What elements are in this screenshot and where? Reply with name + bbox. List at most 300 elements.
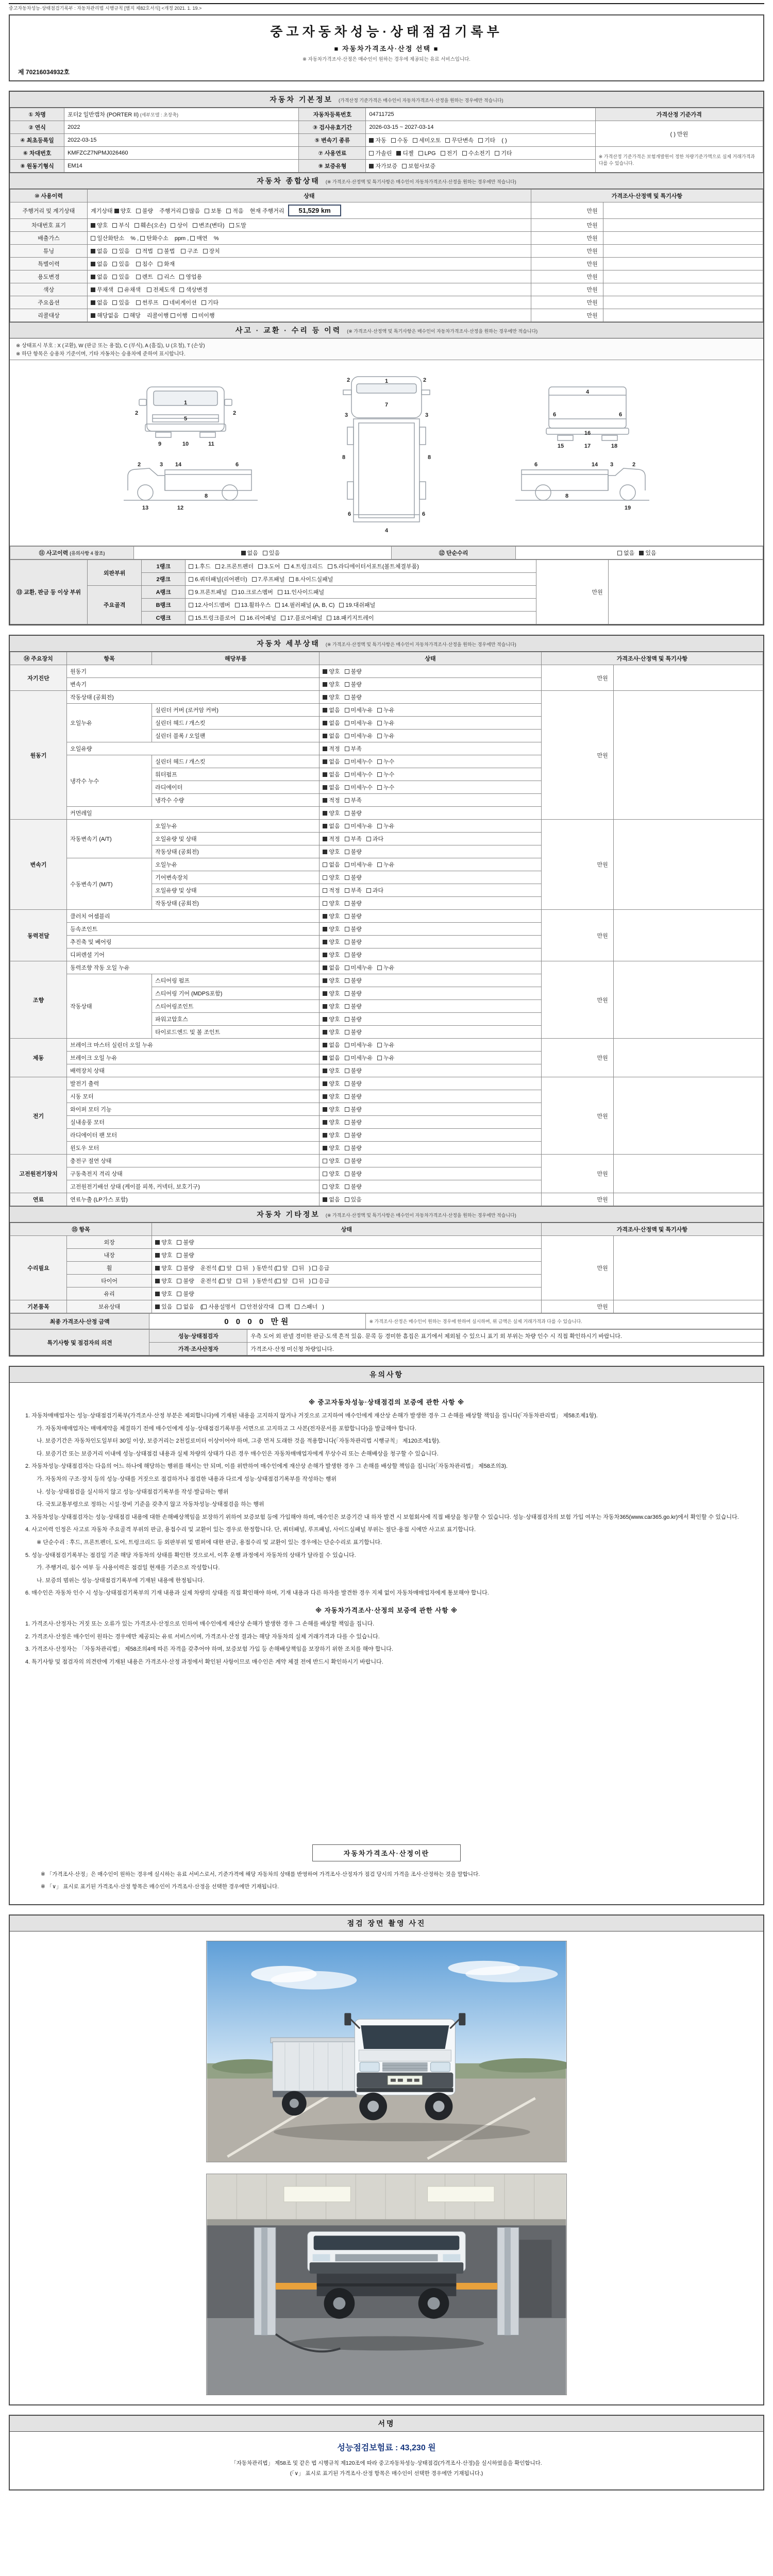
- checkbox[interactable]: [323, 1004, 327, 1009]
- checkbox[interactable]: [345, 747, 349, 751]
- checkbox-option[interactable]: [91, 247, 108, 255]
- checkbox[interactable]: [323, 1146, 327, 1150]
- checkbox[interactable]: [323, 721, 327, 725]
- checkbox-option[interactable]: [112, 273, 129, 281]
- checkbox[interactable]: [323, 708, 327, 713]
- checkbox-option[interactable]: [345, 1028, 362, 1036]
- checkbox[interactable]: [323, 1094, 327, 1099]
- checkbox[interactable]: [345, 927, 349, 931]
- checkbox[interactable]: [328, 564, 332, 569]
- checkbox-option[interactable]: [177, 1251, 194, 1259]
- checkbox[interactable]: [345, 888, 349, 893]
- checkbox-option[interactable]: [181, 247, 198, 255]
- checkbox[interactable]: [91, 300, 95, 305]
- checkbox-option[interactable]: [241, 549, 258, 557]
- checkbox-option[interactable]: [201, 298, 219, 307]
- checkbox[interactable]: [275, 603, 280, 607]
- checkbox[interactable]: [263, 551, 267, 555]
- checkbox[interactable]: [345, 1172, 349, 1176]
- checkbox[interactable]: [136, 209, 141, 213]
- checkbox[interactable]: [323, 747, 327, 751]
- checkbox[interactable]: [323, 850, 327, 854]
- checkbox[interactable]: [118, 287, 123, 292]
- checkbox[interactable]: [441, 151, 445, 156]
- checkbox[interactable]: [136, 262, 141, 266]
- checkbox[interactable]: [345, 978, 349, 983]
- checkbox-option[interactable]: [345, 925, 362, 933]
- checkbox-option[interactable]: [345, 860, 373, 869]
- checkbox[interactable]: [237, 1279, 241, 1283]
- checkbox[interactable]: [171, 313, 175, 318]
- checkbox[interactable]: [323, 734, 327, 738]
- checkbox-option[interactable]: [205, 207, 222, 215]
- checkbox[interactable]: [377, 759, 382, 764]
- checkbox[interactable]: [190, 236, 195, 241]
- checkbox-option[interactable]: [323, 822, 340, 830]
- checkbox-option[interactable]: [289, 575, 333, 583]
- checkbox-option[interactable]: [158, 273, 175, 281]
- checkbox-option[interactable]: [136, 247, 153, 255]
- checkbox-option[interactable]: [345, 1131, 362, 1139]
- checkbox[interactable]: [391, 138, 396, 143]
- checkbox-option[interactable]: [189, 575, 247, 583]
- checkbox-option[interactable]: [377, 706, 394, 714]
- checkbox-option[interactable]: [323, 1182, 340, 1191]
- checkbox-option[interactable]: [345, 1170, 362, 1178]
- checkbox[interactable]: [177, 1279, 181, 1283]
- checkbox[interactable]: [366, 888, 371, 893]
- checkbox[interactable]: [345, 1017, 349, 1022]
- checkbox-option[interactable]: [323, 848, 340, 856]
- checkbox[interactable]: [323, 1081, 327, 1086]
- checkbox[interactable]: [140, 236, 145, 241]
- checkbox-option[interactable]: [345, 1054, 373, 1062]
- checkbox-option[interactable]: [232, 588, 273, 596]
- checkbox[interactable]: [396, 151, 401, 156]
- checkbox-option[interactable]: [377, 770, 394, 778]
- checkbox-option[interactable]: [323, 873, 340, 882]
- checkbox[interactable]: [136, 275, 141, 279]
- checkbox-option[interactable]: [323, 989, 340, 997]
- checkbox-option[interactable]: [323, 951, 340, 959]
- checkbox-option[interactable]: [441, 149, 458, 157]
- checkbox-option[interactable]: [220, 1264, 232, 1272]
- checkbox-option[interactable]: [345, 706, 373, 714]
- checkbox-option[interactable]: [345, 693, 362, 701]
- checkbox[interactable]: [323, 1107, 327, 1112]
- checkbox[interactable]: [369, 151, 374, 156]
- checkbox-option[interactable]: [345, 912, 362, 920]
- checkbox-option[interactable]: [369, 136, 386, 144]
- checkbox[interactable]: [91, 287, 95, 292]
- checkbox[interactable]: [91, 275, 95, 279]
- checkbox-option[interactable]: [396, 149, 413, 157]
- checkbox[interactable]: [158, 275, 162, 279]
- checkbox-option[interactable]: [323, 835, 340, 843]
- checkbox[interactable]: [345, 708, 349, 713]
- checkbox-option[interactable]: [293, 1277, 305, 1285]
- checkbox-option[interactable]: [462, 149, 491, 157]
- checkbox-option[interactable]: [91, 221, 108, 229]
- checkbox[interactable]: [478, 138, 483, 143]
- checkbox[interactable]: [345, 759, 349, 764]
- checkbox[interactable]: [226, 209, 231, 213]
- checkbox-option[interactable]: [323, 1105, 340, 1113]
- checkbox[interactable]: [155, 1240, 160, 1245]
- checkbox[interactable]: [91, 236, 95, 241]
- checkbox[interactable]: [252, 577, 257, 582]
- checkbox[interactable]: [345, 875, 349, 880]
- checkbox[interactable]: [345, 1030, 349, 1035]
- checkbox[interactable]: [345, 953, 349, 957]
- checkbox[interactable]: [345, 914, 349, 919]
- checkbox-option[interactable]: [345, 976, 362, 985]
- checkbox-option[interactable]: [366, 835, 383, 843]
- checkbox[interactable]: [276, 1266, 281, 1270]
- checkbox-option[interactable]: [328, 562, 419, 570]
- checkbox[interactable]: [323, 1043, 327, 1047]
- checkbox-option[interactable]: [136, 260, 153, 268]
- checkbox[interactable]: [445, 138, 450, 143]
- checkbox[interactable]: [345, 1184, 349, 1189]
- checkbox-option[interactable]: [189, 614, 236, 622]
- checkbox-option[interactable]: [345, 744, 362, 753]
- checkbox[interactable]: [203, 249, 208, 253]
- checkbox[interactable]: [177, 1304, 181, 1309]
- checkbox[interactable]: [183, 209, 188, 213]
- checkbox[interactable]: [91, 223, 95, 228]
- checkbox[interactable]: [345, 1043, 349, 1047]
- checkbox-option[interactable]: [323, 912, 340, 920]
- checkbox-option[interactable]: [345, 680, 362, 688]
- checkbox-option[interactable]: [345, 1002, 362, 1010]
- checkbox[interactable]: [345, 1069, 349, 1073]
- checkbox[interactable]: [377, 734, 382, 738]
- checkbox-option[interactable]: [495, 149, 512, 157]
- checkbox[interactable]: [323, 940, 327, 944]
- checkbox-option[interactable]: [240, 614, 276, 622]
- checkbox[interactable]: [281, 616, 285, 620]
- checkbox[interactable]: [192, 313, 197, 318]
- checkbox-option[interactable]: [323, 706, 340, 714]
- checkbox[interactable]: [323, 1030, 327, 1035]
- checkbox[interactable]: [323, 772, 327, 777]
- checkbox-option[interactable]: [345, 770, 373, 778]
- checkbox[interactable]: [237, 1266, 241, 1270]
- checkbox[interactable]: [136, 249, 141, 253]
- checkbox[interactable]: [377, 1043, 382, 1047]
- checkbox[interactable]: [323, 875, 327, 880]
- checkbox-option[interactable]: [112, 221, 129, 229]
- checkbox-option[interactable]: [323, 693, 340, 701]
- checkbox-option[interactable]: [369, 149, 392, 157]
- checkbox[interactable]: [241, 1304, 245, 1309]
- checkbox[interactable]: [323, 759, 327, 764]
- checkbox[interactable]: [345, 1197, 349, 1202]
- checkbox[interactable]: [181, 249, 186, 253]
- checkbox[interactable]: [345, 850, 349, 854]
- checkbox-option[interactable]: [312, 1264, 329, 1272]
- checkbox[interactable]: [413, 138, 417, 143]
- checkbox[interactable]: [323, 953, 327, 957]
- checkbox-option[interactable]: [323, 1144, 340, 1152]
- checkbox-option[interactable]: [345, 886, 362, 894]
- checkbox-option[interactable]: [229, 221, 246, 229]
- checkbox[interactable]: [177, 1253, 181, 1258]
- checkbox-option[interactable]: [155, 1264, 172, 1272]
- checkbox[interactable]: [369, 138, 374, 143]
- checkbox-option[interactable]: [91, 260, 108, 268]
- checkbox[interactable]: [201, 300, 206, 305]
- checkbox[interactable]: [147, 287, 152, 292]
- checkbox-option[interactable]: [135, 221, 166, 229]
- checkbox-option[interactable]: [183, 207, 200, 215]
- checkbox[interactable]: [323, 1172, 327, 1176]
- checkbox[interactable]: [112, 223, 117, 228]
- checkbox[interactable]: [136, 300, 141, 305]
- checkbox-option[interactable]: [112, 260, 129, 268]
- checkbox-option[interactable]: [323, 1118, 340, 1126]
- checkbox-option[interactable]: [345, 822, 373, 830]
- checkbox-option[interactable]: [323, 719, 340, 727]
- checkbox[interactable]: [179, 275, 184, 279]
- checkbox[interactable]: [323, 901, 327, 906]
- checkbox-option[interactable]: [293, 1264, 305, 1272]
- checkbox-option[interactable]: [323, 1015, 340, 1023]
- checkbox[interactable]: [323, 927, 327, 931]
- checkbox[interactable]: [215, 564, 220, 569]
- checkbox[interactable]: [345, 785, 349, 790]
- checkbox-option[interactable]: [190, 234, 207, 242]
- checkbox-option[interactable]: [158, 247, 175, 255]
- checkbox[interactable]: [189, 603, 193, 607]
- checkbox-option[interactable]: [617, 549, 634, 557]
- checkbox-option[interactable]: [345, 1182, 362, 1191]
- checkbox-option[interactable]: [345, 719, 373, 727]
- checkbox[interactable]: [323, 1056, 327, 1060]
- checkbox[interactable]: [202, 1304, 207, 1309]
- checkbox-option[interactable]: [155, 1238, 172, 1246]
- checkbox[interactable]: [323, 798, 327, 803]
- checkbox-option[interactable]: [377, 1054, 394, 1062]
- checkbox-option[interactable]: [345, 1144, 362, 1152]
- checkbox[interactable]: [155, 1292, 160, 1296]
- checkbox-option[interactable]: [345, 796, 362, 804]
- checkbox-option[interactable]: [377, 1041, 394, 1049]
- checkbox-option[interactable]: [189, 562, 210, 570]
- checkbox[interactable]: [345, 772, 349, 777]
- checkbox[interactable]: [323, 914, 327, 919]
- checkbox-option[interactable]: [323, 976, 340, 985]
- checkbox[interactable]: [276, 1279, 281, 1283]
- checkbox[interactable]: [91, 249, 95, 253]
- checkbox-option[interactable]: [323, 886, 340, 894]
- checkbox[interactable]: [135, 223, 139, 228]
- checkbox-option[interactable]: [279, 1302, 291, 1311]
- checkbox[interactable]: [345, 1133, 349, 1138]
- checkbox[interactable]: [377, 824, 382, 828]
- checkbox-option[interactable]: [276, 1277, 288, 1285]
- checkbox[interactable]: [323, 862, 327, 867]
- checkbox-option[interactable]: [445, 136, 474, 144]
- checkbox-option[interactable]: [366, 886, 383, 894]
- checkbox-option[interactable]: [118, 285, 141, 294]
- checkbox-option[interactable]: [215, 562, 254, 570]
- checkbox[interactable]: [495, 151, 499, 156]
- checkbox[interactable]: [345, 1004, 349, 1009]
- checkbox[interactable]: [189, 616, 193, 620]
- checkbox[interactable]: [345, 695, 349, 700]
- checkbox[interactable]: [462, 151, 467, 156]
- checkbox-option[interactable]: [237, 1264, 248, 1272]
- checkbox[interactable]: [339, 603, 344, 607]
- checkbox[interactable]: [323, 1184, 327, 1189]
- checkbox[interactable]: [171, 223, 175, 228]
- checkbox[interactable]: [377, 708, 382, 713]
- checkbox-option[interactable]: [323, 1066, 340, 1075]
- checkbox-option[interactable]: [323, 809, 340, 817]
- checkbox-option[interactable]: [91, 234, 124, 242]
- checkbox-option[interactable]: [323, 925, 340, 933]
- checkbox-option[interactable]: [171, 311, 188, 319]
- checkbox[interactable]: [377, 965, 382, 970]
- checkbox[interactable]: [112, 249, 117, 253]
- checkbox-option[interactable]: [179, 273, 202, 281]
- checkbox-option[interactable]: [323, 1157, 340, 1165]
- checkbox-option[interactable]: [323, 796, 340, 804]
- checkbox[interactable]: [155, 1279, 160, 1283]
- checkbox-option[interactable]: [179, 285, 208, 294]
- checkbox-option[interactable]: [339, 601, 375, 609]
- checkbox-option[interactable]: [345, 963, 373, 972]
- checkbox[interactable]: [369, 164, 374, 168]
- checkbox[interactable]: [323, 824, 327, 828]
- checkbox[interactable]: [323, 1069, 327, 1073]
- checkbox-option[interactable]: [418, 150, 436, 157]
- checkbox-option[interactable]: [263, 549, 280, 557]
- checkbox-option[interactable]: [177, 1277, 194, 1285]
- checkbox-option[interactable]: [91, 311, 119, 319]
- checkbox-option[interactable]: [202, 1302, 236, 1311]
- checkbox[interactable]: [258, 564, 263, 569]
- checkbox-option[interactable]: [177, 1302, 194, 1311]
- checkbox-option[interactable]: [177, 1264, 194, 1272]
- checkbox-option[interactable]: [158, 260, 175, 268]
- checkbox[interactable]: [220, 1279, 225, 1283]
- checkbox-option[interactable]: [91, 273, 108, 281]
- checkbox-option[interactable]: [323, 1041, 340, 1049]
- checkbox[interactable]: [345, 1056, 349, 1060]
- checkbox-option[interactable]: [241, 1302, 274, 1311]
- checkbox-option[interactable]: [323, 770, 340, 778]
- checkbox-option[interactable]: [377, 822, 394, 830]
- checkbox-option[interactable]: [377, 783, 394, 791]
- checkbox-option[interactable]: [345, 757, 373, 766]
- checkbox[interactable]: [377, 772, 382, 777]
- checkbox-option[interactable]: [155, 1277, 172, 1285]
- checkbox[interactable]: [189, 564, 193, 569]
- checkbox[interactable]: [279, 1304, 283, 1309]
- checkbox-option[interactable]: [377, 860, 394, 869]
- checkbox[interactable]: [323, 695, 327, 700]
- checkbox[interactable]: [323, 888, 327, 893]
- checkbox-option[interactable]: [295, 1302, 317, 1311]
- checkbox-option[interactable]: [171, 221, 188, 229]
- checkbox[interactable]: [345, 901, 349, 906]
- checkbox[interactable]: [345, 1107, 349, 1112]
- checkbox[interactable]: [345, 811, 349, 816]
- checkbox[interactable]: [189, 590, 193, 595]
- checkbox-option[interactable]: [114, 207, 131, 215]
- checkbox[interactable]: [345, 940, 349, 944]
- checkbox-option[interactable]: [155, 1251, 172, 1259]
- checkbox[interactable]: [402, 164, 407, 168]
- checkbox-option[interactable]: [258, 562, 280, 570]
- checkbox[interactable]: [193, 223, 197, 228]
- checkbox-option[interactable]: [345, 1079, 362, 1088]
- checkbox[interactable]: [377, 862, 382, 867]
- checkbox-option[interactable]: [323, 1054, 340, 1062]
- checkbox-option[interactable]: [323, 1170, 340, 1178]
- checkbox-option[interactable]: [323, 860, 340, 869]
- checkbox[interactable]: [112, 300, 117, 305]
- checkbox-option[interactable]: [377, 757, 394, 766]
- checkbox-option[interactable]: [345, 1066, 362, 1075]
- checkbox[interactable]: [345, 1094, 349, 1099]
- checkbox[interactable]: [289, 577, 294, 582]
- checkbox[interactable]: [323, 965, 327, 970]
- checkbox-option[interactable]: [323, 1092, 340, 1100]
- checkbox[interactable]: [639, 551, 644, 555]
- checkbox[interactable]: [312, 1279, 317, 1283]
- checkbox-option[interactable]: [345, 1092, 362, 1100]
- checkbox-option[interactable]: [345, 783, 373, 791]
- checkbox-option[interactable]: [345, 1015, 362, 1023]
- checkbox[interactable]: [323, 1197, 327, 1202]
- checkbox-option[interactable]: [413, 136, 441, 144]
- checkbox-option[interactable]: [112, 298, 129, 307]
- checkbox-option[interactable]: [345, 951, 362, 959]
- checkbox-option[interactable]: [312, 1277, 329, 1285]
- checkbox-option[interactable]: [189, 588, 227, 596]
- checkbox-option[interactable]: [193, 221, 225, 229]
- checkbox[interactable]: [235, 603, 240, 607]
- checkbox-option[interactable]: [345, 809, 362, 817]
- checkbox-option[interactable]: [345, 899, 362, 907]
- checkbox[interactable]: [240, 616, 245, 620]
- checkbox-option[interactable]: [377, 963, 394, 972]
- checkbox-option[interactable]: [345, 732, 373, 740]
- checkbox-option[interactable]: [155, 1302, 172, 1311]
- checkbox-option[interactable]: [237, 1277, 248, 1285]
- checkbox-option[interactable]: [345, 848, 362, 856]
- checkbox-option[interactable]: [345, 835, 362, 843]
- checkbox-option[interactable]: [284, 562, 323, 570]
- checkbox-option[interactable]: [136, 273, 153, 281]
- checkbox[interactable]: [323, 669, 327, 674]
- checkbox-option[interactable]: [323, 757, 340, 766]
- checkbox[interactable]: [229, 223, 234, 228]
- checkbox[interactable]: [345, 669, 349, 674]
- checkbox[interactable]: [377, 721, 382, 725]
- checkbox[interactable]: [124, 313, 128, 318]
- checkbox-option[interactable]: [391, 136, 408, 144]
- checkbox-option[interactable]: [192, 311, 215, 319]
- checkbox[interactable]: [323, 978, 327, 983]
- checkbox-option[interactable]: [323, 680, 340, 688]
- checkbox-option[interactable]: [91, 285, 113, 294]
- checkbox[interactable]: [345, 1120, 349, 1125]
